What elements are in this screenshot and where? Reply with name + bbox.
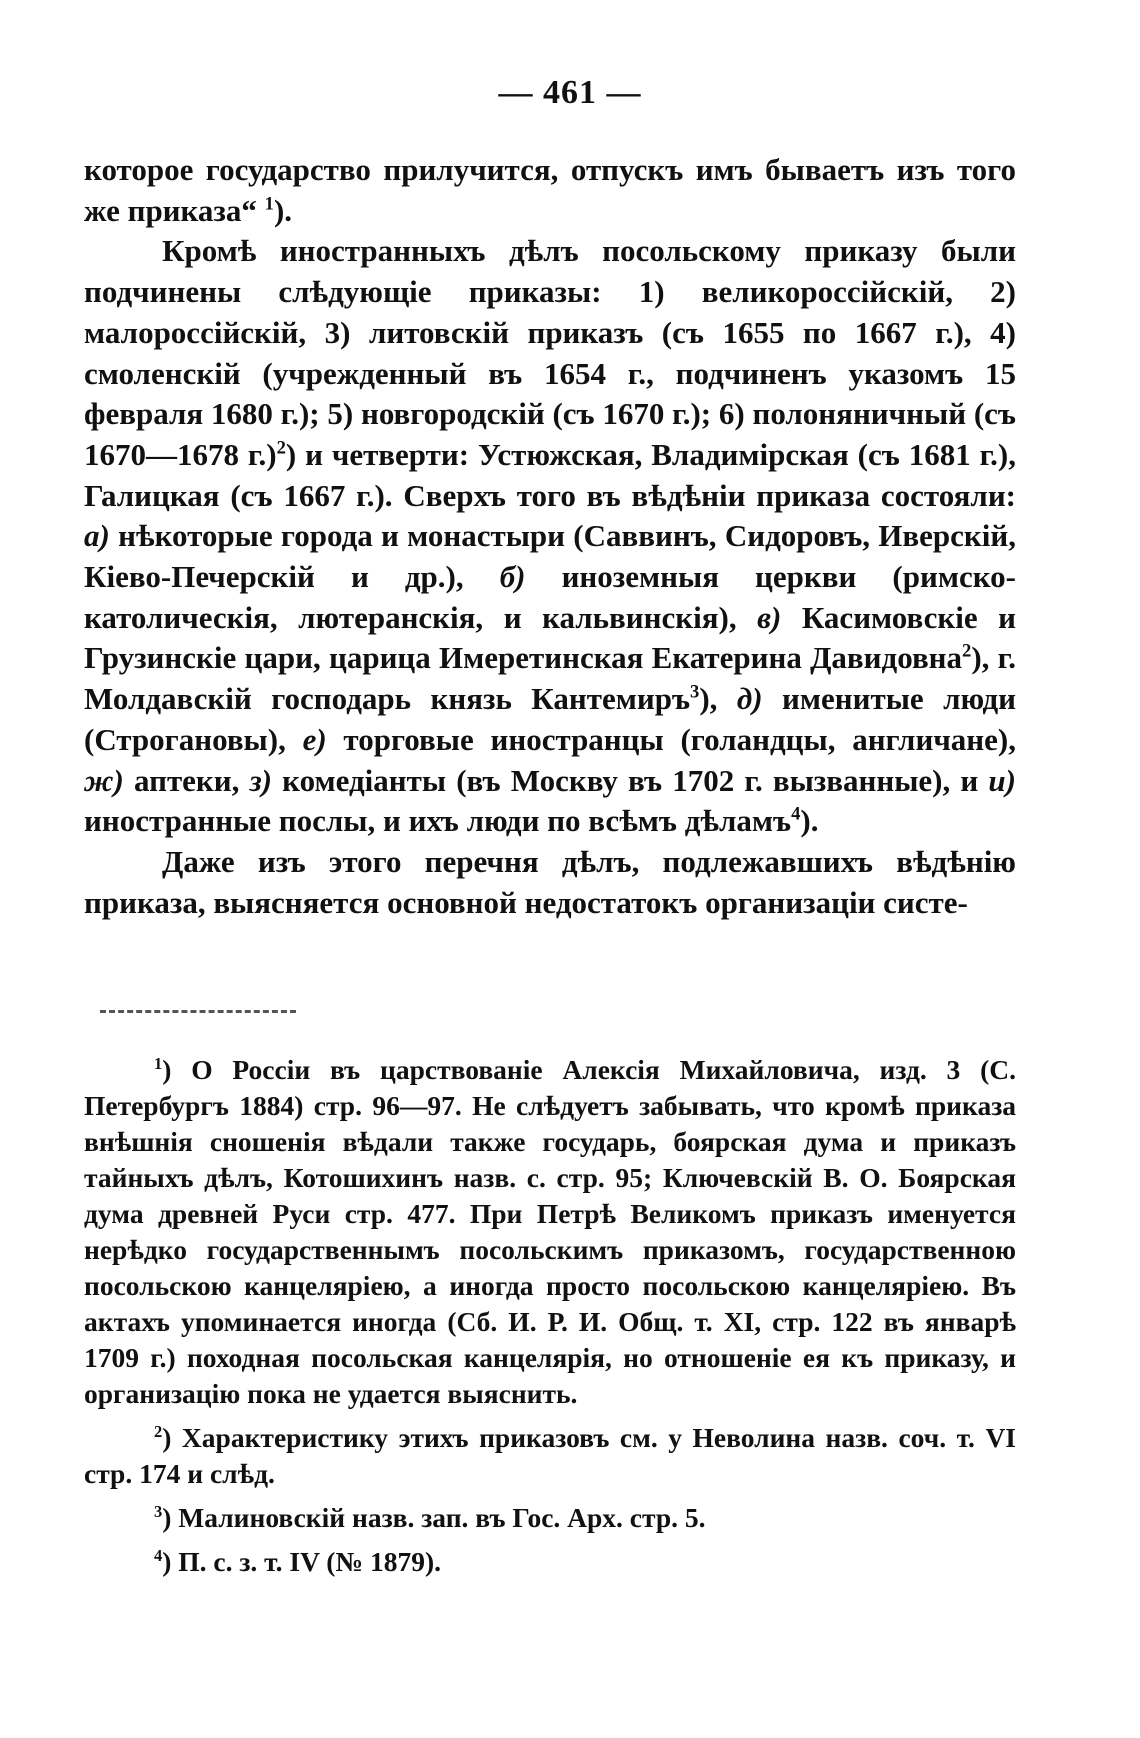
paragraph-text: ). (273, 192, 293, 228)
footnote-4: $^4$) П. с. з. т. IV (№ 1879). (154, 1545, 442, 1577)
list-letter: а) (84, 518, 110, 554)
list-letter: е) (302, 721, 327, 757)
footnote-divider (100, 1010, 296, 1013)
list-letter: з) (249, 762, 272, 798)
footnote-mark: 1 (154, 1053, 163, 1073)
list-letter: и) (988, 762, 1016, 798)
paragraph-subordinate-prikazy: Кромѣ иностранныхъ дѣлъ посольскому приказу были подчинены слѣдующіе приказы: 1) великороссійскій, 2) малороссійскій, 3) литовскій приказъ (съ 1655 по 1667 г.), 4) смоленскій (учрежденный въ 1654 г., подчиненъ указомъ 15 февраля 1680 г.); 5) новгородскій (съ 1670 г.); 6) полоняничный (съ 1670—1678 г.)$^2$) и четверти: Устюжская, Владимірская (съ 1681 г.), Галицкая (съ 1667 г.). Сверхъ того въ вѣдѣніи приказа состояли: а) нѣкоторые города и монастыри (Саввинъ, Сидоровъ, Иверскій, Кіево-Печерскій и др.), б) иноземныя церкви (римско-католическія, лютеранскія, и кальвинскія), в) Касимовскіе и Грузинскіе цари, царица Имеретинская Екатерина Давидовна$^2$), г. Молдавскій господарь князь Кантемиръ$^3$), д) именитые люди (Строгановы), е) торговые иностранцы (голандцы, англичане), ж) аптеки, з) комедіанты (въ Москву въ 1702 г. вызванные), и и) иностранные послы, и ихъ люди по всѣмъ дѣламъ$^4$). (84, 233, 1016, 839)
footnote-ref[interactable]: 2 (276, 437, 286, 459)
footnote-3: $^3$) Малиновскій назв. зап. въ Гос. Арх. стр. 5. (154, 1501, 706, 1533)
footnote-2: $^2$) Характеристику этихъ приказовъ см. у Неволина назв. соч. т. VI стр. 174 и слѣд. (84, 1421, 1016, 1489)
list-letter: б) (499, 559, 526, 595)
main-text (84, 150, 1016, 923)
footnotes (84, 1052, 1016, 1588)
list-letter: д) (736, 681, 763, 717)
list-letter: ж) (84, 762, 124, 798)
footnote-ref[interactable]: 4 (791, 803, 801, 825)
page-number: — 461 — (498, 74, 642, 111)
paragraph-continuation (84, 150, 1016, 231)
footnote-mark: 3 (154, 1501, 163, 1521)
paragraph-deficiency: Даже изъ этого перечня дѣлъ, подлежавшихъ вѣдѣнію приказа, выясняется основной недостатокъ организаціи систе- (84, 843, 1016, 920)
footnote-1: $^1$) О Россіи въ царствованіе Алексія Михайловича, изд. 3 (С. Петербургъ 1884) стр. 96—97. Не слѣдуетъ забывать, что кромѣ приказа внѣшнія сношенія вѣдали также государь, боярская дума и приказъ тайныхъ дѣлъ, Котошихинъ назв. с. стр. 95; Ключевскій В. О. Боярская дума древней Руси стр. 477. При Петрѣ Великомъ приказъ именуется нерѣдко государственнымъ посольскимъ приказомъ, государственною посольскою канцеляріею, а иногда просто посольскою канцеляріею. Въ актахъ упоминается иногда (Сб. И. Р. И. Общ. т. XI, стр. 122 въ январѣ 1709 г.) походная посольская канцелярія, но отношеніе ея къ приказу, и организацію пока не удается выяснить. (84, 1053, 1016, 1409)
paragraph-text: которое государство прилучится, отпускъ имъ бываетъ изъ того же приказа“ (84, 152, 1016, 228)
list-letter: в) (757, 599, 782, 635)
footnote-ref[interactable]: 2 (962, 641, 972, 663)
footnote-ref[interactable]: 3 (690, 681, 700, 703)
footnote-mark: 4 (154, 1545, 163, 1565)
footnote-mark: 2 (154, 1421, 163, 1441)
footnote-ref[interactable]: 1 (264, 193, 274, 215)
